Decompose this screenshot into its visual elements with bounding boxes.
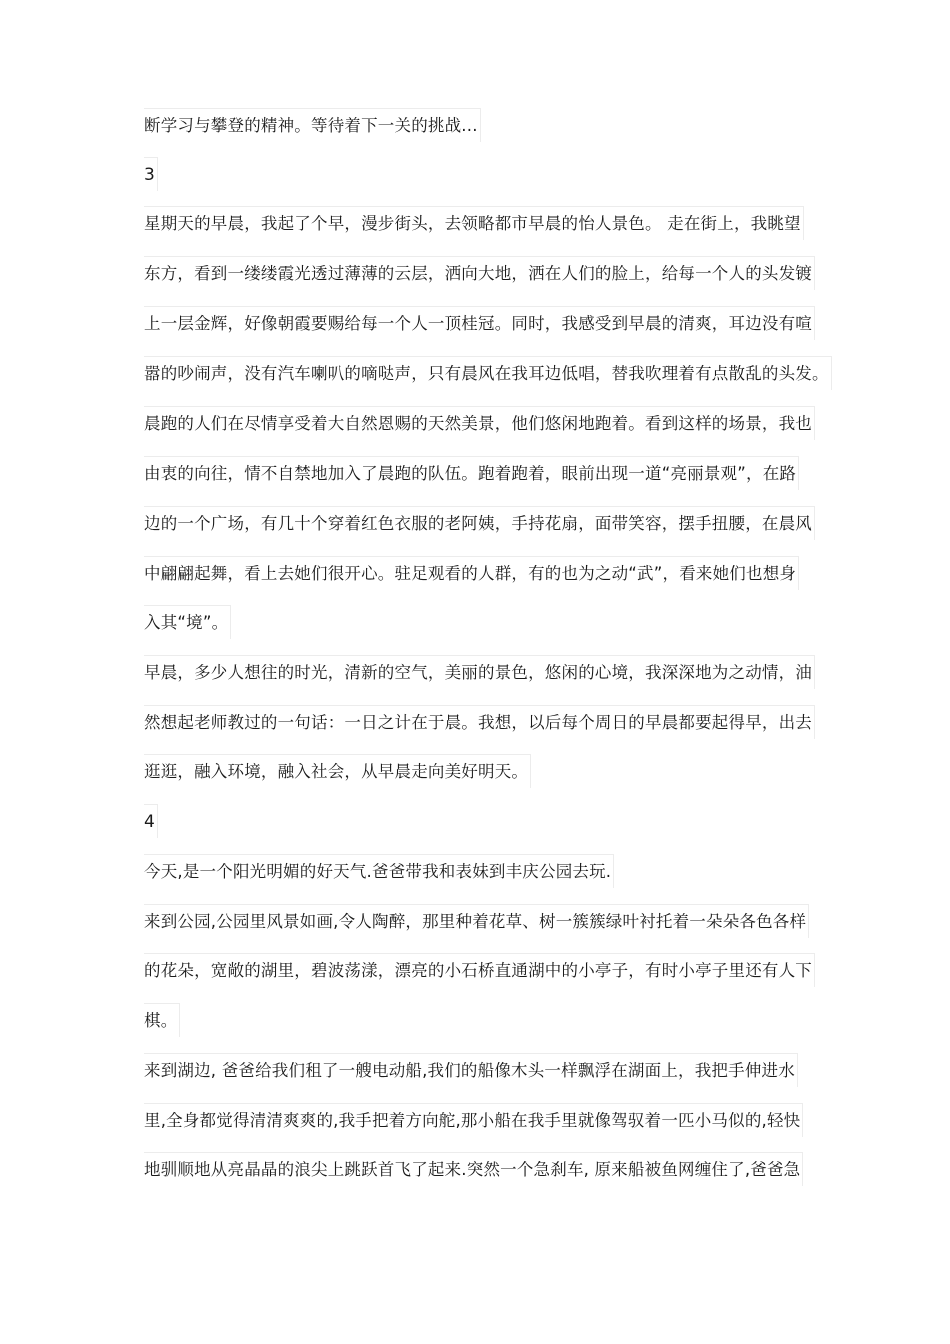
text-line: 来到湖边, 爸爸给我们租了一艘电动船,我们的船像木头一样飘浮在湖面上，我把手伸进水	[144, 1053, 798, 1087]
text-line: 今天,是一个阳光明媚的好天气.爸爸带我和表妹到丰庆公园去玩.	[144, 854, 614, 888]
text-line: 地驯顺地从亮晶晶的浪尖上跳跃首飞了起来.突然一个急刹车, 原来船被鱼网缠住了,爸爸急	[144, 1152, 803, 1186]
text-line: 嚣的吵闹声，没有汽车喇叭的嘀哒声，只有晨风在我耳边低唱，替我吹理着有点散乱的头发。	[144, 356, 832, 390]
text-line: 中翩翩起舞，看上去她们很开心。驻足观看的人群，有的也为之动“武”，看来她们也想身	[144, 556, 799, 590]
text-line: 由衷的向往，情不自禁地加入了晨跑的队伍。跑着跑着，眼前出现一道“亮丽景观”，在路	[144, 456, 799, 490]
text-line: 断学习与攀登的精神。等待着下一关的挑战...	[144, 108, 481, 142]
text-line: 里,全身都觉得清清爽爽的,我手把着方向舵,那小船在我手里就像驾驭着一匹小马似的,轻快	[144, 1103, 803, 1137]
text-line: 早晨，多少人想往的时光，清新的空气，美丽的景色，悠闲的心境，我深深地为之动情，油	[144, 655, 815, 689]
section-number: 3	[144, 157, 158, 191]
text-line: 星期天的早晨，我起了个早，漫步街头，去领略都市早晨的怡人景色。 走在街上，我眺望	[144, 206, 804, 240]
text-line: 棋。	[144, 1003, 180, 1037]
text-line: 晨跑的人们在尽情享受着大自然恩赐的天然美景，他们悠闲地跑着。看到这样的场景，我也	[144, 406, 815, 440]
text-line: 入其“境”。	[144, 605, 231, 639]
text-line: 然想起老师教过的一句话：一日之计在于晨。我想，以后每个周日的早晨都要起得早，出去	[144, 705, 815, 739]
text-line: 来到公园,公园里风景如画,令人陶醉，那里种着花草、树一簇簇绿叶衬托着一朵朵各色各样	[144, 904, 809, 938]
section-number: 4	[144, 804, 158, 838]
text-line: 的花朵，宽敞的湖里，碧波荡漾，漂亮的小石桥直通湖中的小亭子，有时小亭子里还有人下	[144, 953, 815, 987]
text-line: 东方，看到一缕缕霞光透过薄薄的云层，洒向大地，洒在人们的脸上，给每一个人的头发镀	[144, 256, 815, 290]
text-line: 上一层金辉，好像朝霞要赐给每一个人一顶桂冠。同时，我感受到早晨的清爽，耳边没有喧	[144, 306, 815, 340]
text-line: 逛逛，融入环境，融入社会，从早晨走向美好明天。	[144, 754, 531, 788]
text-line: 边的一个广场，有几十个穿着红色衣服的老阿姨，手持花扇，面带笑容，摆手扭腰，在晨风	[144, 506, 815, 540]
